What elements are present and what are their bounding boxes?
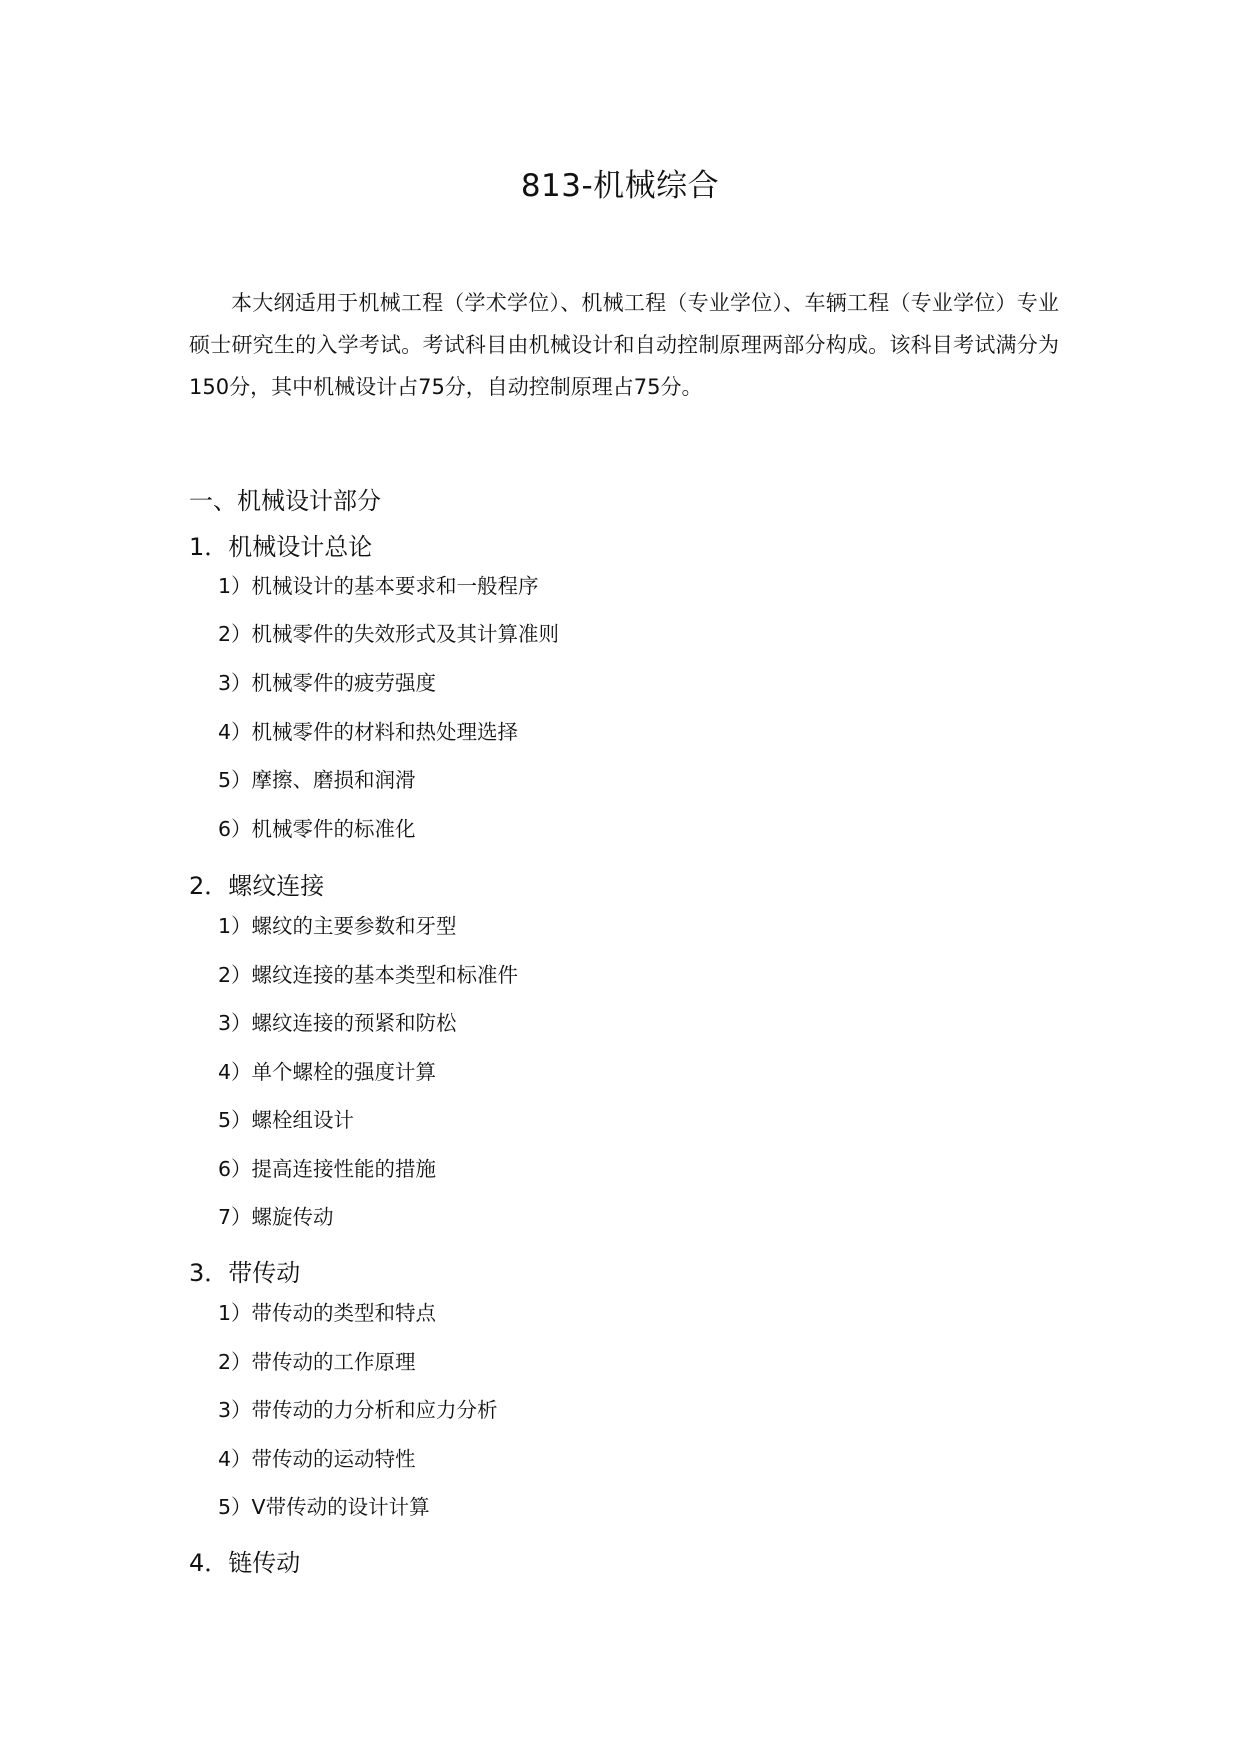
list-item: 1）螺纹的主要参数和牙型 xyxy=(218,914,457,938)
list-item: 4）机械零件的材料和热处理选择 xyxy=(218,720,519,744)
list-item: 4）带传动的运动特性 xyxy=(218,1447,416,1471)
list-item: 7）螺旋传动 xyxy=(218,1205,334,1229)
list-item: 4）单个螺栓的强度计算 xyxy=(218,1060,437,1084)
list-item: 3）机械零件的疲劳强度 xyxy=(218,671,437,695)
part-heading: 一、机械设计部分 xyxy=(189,487,381,515)
list-item: 1）带传动的类型和特点 xyxy=(218,1301,437,1325)
section-heading: 2．螺纹连接 xyxy=(189,872,325,900)
section-heading: 3．带传动 xyxy=(189,1259,301,1287)
section-heading: 1．机械设计总论 xyxy=(189,533,373,561)
list-item: 5）摩擦、磨损和润滑 xyxy=(218,768,416,792)
page-title: 813-机械综合 xyxy=(520,168,720,204)
list-item: 5）V带传动的设计计算 xyxy=(218,1495,430,1519)
list-item: 3）螺纹连接的预紧和防松 xyxy=(218,1011,457,1035)
list-item: 1）机械设计的基本要求和一般程序 xyxy=(218,574,539,598)
list-item: 2）机械零件的失效形式及其计算准则 xyxy=(218,622,560,646)
list-item: 6）机械零件的标准化 xyxy=(218,817,416,841)
list-item: 2）带传动的工作原理 xyxy=(218,1350,416,1374)
section-heading: 4．链传动 xyxy=(189,1549,301,1577)
intro-paragraph: 本大纲适用于机械工程（学术学位）、机械工程（专业学位）、车辆工程（专业学位）专业硕士研究生的入学考试。考试科目由机械设计和自动控制原理两部分构成。该科目考试满分为150分，其中机械设计占75分，自动控制原理占75分。 xyxy=(189,291,1059,399)
list-item: 5）螺栓组设计 xyxy=(218,1108,355,1132)
list-item: 6）提高连接性能的措施 xyxy=(218,1157,437,1181)
list-item: 2）螺纹连接的基本类型和标准件 xyxy=(218,963,519,987)
list-item: 3）带传动的力分析和应力分析 xyxy=(218,1398,498,1422)
